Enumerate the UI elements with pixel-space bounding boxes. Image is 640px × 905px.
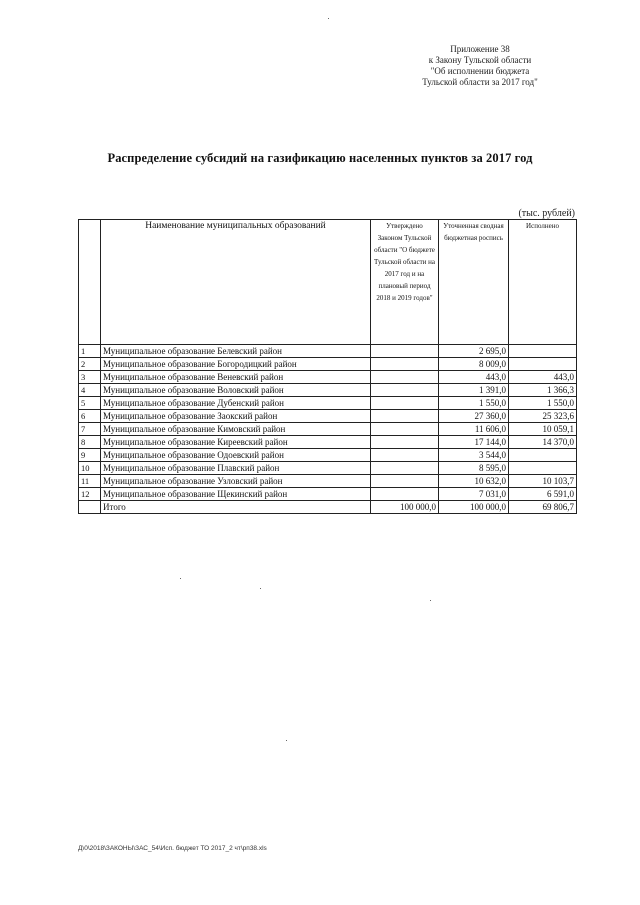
row-refined: 27 360,0 [439,410,509,423]
row-index: 11 [79,475,101,488]
row-executed: 25 323,6 [509,410,577,423]
scan-speck [430,600,431,601]
row-refined: 7 031,0 [439,488,509,501]
row-refined: 8 009,0 [439,358,509,371]
row-refined: 17 144,0 [439,436,509,449]
row-name: Муниципальное образование Богородицкий район [101,358,371,371]
row-index: 7 [79,423,101,436]
table-row [79,488,577,501]
table-body [79,220,577,514]
row-name: Муниципальное образование Плавский район [101,462,371,475]
row-refined: 443,0 [439,371,509,384]
row-approved [371,410,439,423]
scan-speck [286,740,287,741]
row-index [79,501,101,514]
row-name: Муниципальное образование Воловский район [101,384,371,397]
table-row [79,358,577,371]
row-index: 3 [79,371,101,384]
row-index: 8 [79,436,101,449]
table-row [79,384,577,397]
row-approved [371,462,439,475]
row-index: 1 [79,345,101,358]
table-row [79,371,577,384]
header-index [79,220,101,345]
units-label: (тыс. рублей) [518,208,575,219]
row-index: 12 [79,488,101,501]
row-index: 2 [79,358,101,371]
annex-line-4: Тульской области за 2017 год" [422,77,538,87]
row-approved [371,423,439,436]
row-executed: 6 591,0 [509,488,577,501]
row-name: Муниципальное образование Кимовский район [101,423,371,436]
row-executed: 14 370,0 [509,436,577,449]
table-row [79,436,577,449]
row-refined: 11 606,0 [439,423,509,436]
table-row [79,475,577,488]
row-executed: 10 103,7 [509,475,577,488]
total-row [79,501,577,514]
row-executed: 69 806,7 [509,501,577,514]
row-executed [509,358,577,371]
row-executed: 10 059,1 [509,423,577,436]
row-name: Муниципальное образование Киреевский район [101,436,371,449]
table-row [79,410,577,423]
row-name: Итого [101,501,371,514]
document-title: Распределение субсидий на газификацию населенных пунктов за 2017 год [107,151,533,165]
row-executed: 1 550,0 [509,397,577,410]
table-row [79,462,577,475]
scan-speck [328,18,329,19]
table-row [79,345,577,358]
scan-speck [180,578,181,579]
row-name: Муниципальное образование Веневский район [101,371,371,384]
row-executed [509,462,577,475]
row-executed: 1 366,3 [509,384,577,397]
annex-note [400,44,560,88]
row-refined: 10 632,0 [439,475,509,488]
row-index: 6 [79,410,101,423]
row-approved [371,397,439,410]
row-executed [509,345,577,358]
row-name: Муниципальное образование Дубенский район [101,397,371,410]
table-row [79,423,577,436]
row-executed: 443,0 [509,371,577,384]
row-approved [371,488,439,501]
row-approved [371,358,439,371]
file-path-footer: Д\0\2018\ЗАКОНЫ\ЗАС_54\Исп. бюджет ТО 2017_2 чт\рп38.xls [78,845,267,852]
row-name: Муниципальное образование Одоевский район [101,449,371,462]
header-refined: Уточненная сводная бюджетная роспись [439,220,509,345]
row-refined: 2 695,0 [439,345,509,358]
row-refined: 3 544,0 [439,449,509,462]
row-approved [371,475,439,488]
row-index: 10 [79,462,101,475]
row-name: Муниципальное образование Узловский район [101,475,371,488]
annex-line-1: Приложение 38 [450,44,510,54]
row-name: Муниципальное образование Белевский район [101,345,371,358]
row-index: 4 [79,384,101,397]
row-refined: 100 000,0 [439,501,509,514]
header-name: Наименование муниципальных образований [101,220,371,345]
row-refined: 8 595,0 [439,462,509,475]
row-name: Муниципальное образование Щекинский район [101,488,371,501]
row-name: Муниципальное образование Заокский район [101,410,371,423]
row-approved [371,345,439,358]
row-index: 5 [79,397,101,410]
scan-speck [260,588,261,589]
row-approved: 100 000,0 [371,501,439,514]
row-approved [371,371,439,384]
row-approved [371,449,439,462]
row-refined: 1 550,0 [439,397,509,410]
annex-line-2: к Закону Тульской области [428,55,532,65]
row-refined: 1 391,0 [439,384,509,397]
subsidy-table [78,219,577,514]
table-header-row [79,220,577,345]
row-approved [371,384,439,397]
header-approved: Утверждено Законом Тульской области "О бюджете Тульской области на 2017 год и на плановый период 2018 и 2019 годов" [371,220,439,345]
header-executed: Исполнено [509,220,577,345]
table-row [79,397,577,410]
row-executed [509,449,577,462]
annex-line-3: "Об исполнении бюджета [430,66,530,76]
row-approved [371,436,439,449]
table-row [79,449,577,462]
row-index: 9 [79,449,101,462]
